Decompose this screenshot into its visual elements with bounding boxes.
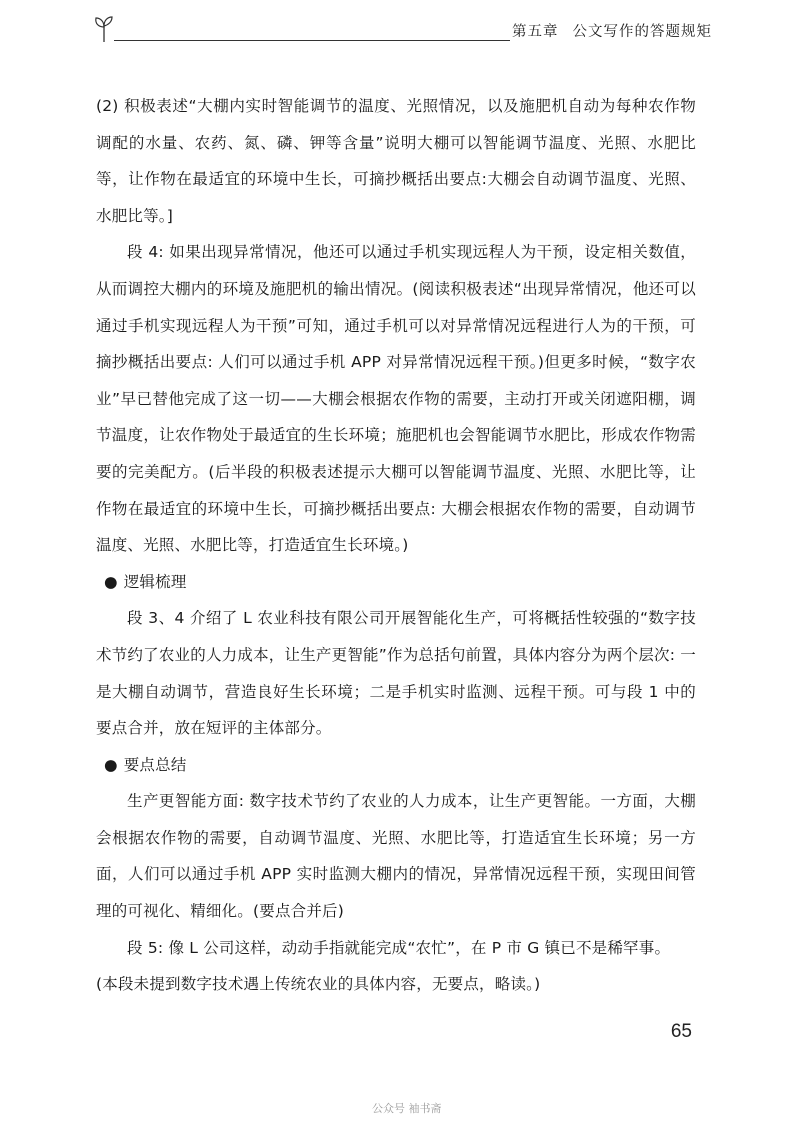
watermark-stamp: 公众号 袖书斋 [372,1102,442,1115]
section-heading-logic [96,564,696,601]
bullet-icon: ● [104,755,118,774]
logic-text: 段 3、4 介绍了 L 农业科技有限公司开展智能化生产，可将概括性较强的“数字技术节约了农业的人力成本，让生产更智能”作为总括句前置，具体内容分为两个层次: 一是大棚自动调节，营造良好生长环境；二是手机实时监测、远程干预。可与段 1 中的要点合并，放在短评的主体部分。 [96,609,696,738]
chapter-label [512,20,712,41]
page-number: 65 [670,1021,692,1042]
summary-text: 生产更智能方面: 数字技术节约了农业的人力成本，让生产更智能。一方面，大棚会根据农作物的需要，自动调节温度、光照、水肥比等，打造适宜生长环境；另一方面，人们可以通过手机 APP 实时监测大棚内的情况，异常情况远程干预，实现田间管理的可视化、精细化。(要点合并后) [96,792,696,921]
header-rule [114,40,510,41]
sprout-icon [92,14,116,44]
running-header [92,12,712,44]
paragraph-5-note: (本段未提到数字技术遇上传统农业的具体内容，无要点，略读。) [96,975,541,994]
section-heading-summary [96,747,696,784]
page-body [96,88,696,1003]
section-title: 逻辑梳理 [123,572,187,591]
section-title: 要点总结 [123,755,187,774]
chapter-number: 第五章 [512,24,559,40]
paragraph-4: 段 4: 如果出现异常情况，他还可以通过手机实现远程人为干预，设定相关数值，从而调控大棚内的环境及施肥机的输出情况。(阅读积极表述“出现异常情况，他还可以通过手机实现远程人为干预”可知，通过手机可以对异常情况远程进行人为的干预，可摘抄概括出要点: 人们可以通过手机 APP 对异常情况远程干预。)但更多时候，“数字农业”早已替他完成了这一切——大棚会根据农作物的需要，主动打开或关闭遮阳棚，调节温度，让农作物处于最适宜的生长环境；施肥机也会智能调节水肥比，形成农作物需要的完美配方。(后半段的积极表述提示大棚可以智能调节温度、光照、水肥比等，让作物在最适宜的环境中生长，可摘抄概括出要点: 大棚会根据农作物的需要，自动调节温度、光照、水肥比等，打造适宜生长环境。) [96,243,696,555]
bullet-icon: ● [104,572,118,591]
paragraph-2-analysis: (2) 积极表述“大棚内实时智能调节的温度、光照情况，以及施肥机自动为每种农作物调配的水量、农药、氮、磷、钾等含量”说明大棚可以智能调节温度、光照、水肥比等，让作物在最适宜的环境中生长，可摘抄概括出要点:大棚会自动调节温度、光照、水肥比等。] [96,97,696,225]
chapter-title: 公文写作的答题规矩 [572,24,712,40]
paragraph-5: 段 5: 像 L 公司这样，动动手指就能完成“农忙”，在 P 市 G 镇已不是稀罕事。 [127,938,671,957]
